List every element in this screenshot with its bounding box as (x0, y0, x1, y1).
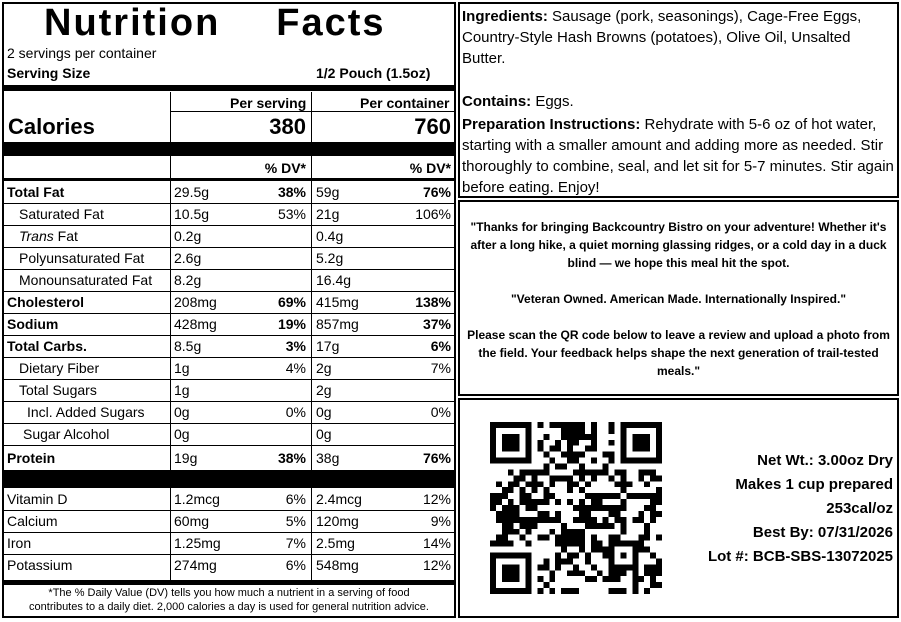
dv-per-serving: 3% (285, 338, 306, 354)
thank-you-message-panel (458, 200, 899, 396)
nutrient-label: Potassium (7, 557, 73, 573)
amount-per-serving: 10.5g (174, 206, 210, 222)
net-weight: Net Wt.: 3.00oz Dry (757, 452, 893, 469)
amount-per-container: 548mg (316, 557, 359, 573)
nutrient-label: Calcium (7, 513, 58, 529)
amount-per-serving: 428mg (174, 316, 217, 332)
nutrient-label: Total Sugars (19, 382, 97, 398)
dv-per-serving: 6% (285, 491, 306, 507)
product-info-panel (458, 398, 899, 618)
calories-per-serving: 380 (269, 114, 306, 139)
table-row (4, 447, 454, 469)
calories-label: Calories (8, 114, 95, 139)
amount-per-container: 2g (316, 360, 332, 376)
serving-size-label: Serving Size (7, 65, 91, 81)
dv-per-serving: 19% (277, 316, 306, 332)
amount-per-serving: 208mg (174, 294, 217, 310)
table-row (4, 269, 454, 291)
dv-header-container: % DV* (409, 160, 451, 176)
nutrient-label: Cholesterol (7, 294, 85, 310)
nutrient-label: Vitamin D (7, 491, 68, 507)
dv-per-container: 12% (422, 557, 451, 573)
amount-per-container: 21g (316, 206, 340, 222)
dv-per-container: 37% (422, 316, 451, 332)
dv-per-container: 9% (430, 513, 451, 529)
thick-divider (4, 142, 454, 156)
calories-per-oz: 253cal/oz (826, 500, 893, 517)
preparation-paragraph: Preparation Instructions: Rehydrate with 5-6 oz of hot water, starting with a smaller amount and adding more as needed. Stir thoroughly to combine, seal, and let sit for 5-7 minutes. Stir again before eating. Enjoy! (462, 116, 894, 196)
dv-per-container: 0% (430, 404, 451, 420)
table-row (4, 313, 454, 335)
thick-divider (4, 580, 454, 585)
amount-per-container: 415mg (316, 294, 359, 310)
amount-per-serving: 1g (174, 360, 190, 376)
table-row (4, 379, 454, 401)
calories-per-container: 760 (414, 114, 451, 139)
daily-value-footnote: *The % Daily Value (DV) tells you how much a nutrient in a serving of food contributes to a daily diet. 2,000 calories a day is used for general nutrition advice. (29, 587, 429, 613)
lot-number: Lot #: BCB-SBS-13072025 (707, 548, 893, 565)
dv-per-serving: 4% (285, 360, 306, 376)
amount-per-container: 16.4g (316, 272, 352, 288)
amount-per-serving: 8.2g (174, 272, 202, 288)
per-serving-header: Per serving (230, 95, 307, 111)
dv-header-serving: % DV* (264, 160, 306, 176)
table-row (4, 423, 454, 445)
dv-per-serving: 53% (277, 206, 306, 222)
table-row (4, 532, 454, 554)
nutrient-label: Trans Fat (19, 228, 78, 244)
nutrient-label: Sugar Alcohol (23, 426, 110, 442)
thank-you-text: "Thanks for bringing Backcountry Bistro on your adventure! Whether it's after a long hike, a quiet morning glassing ridges, or a cold day in a duck blind — we hope this meal hit the spot. (470, 220, 887, 270)
table-row (4, 203, 454, 225)
ingredients-panel (458, 2, 899, 198)
nutrient-label: Sodium (7, 316, 59, 332)
table-row (4, 181, 454, 203)
table-row (4, 488, 454, 510)
table-row (4, 357, 454, 379)
veteran-owned-text: "Veteran Owned. American Made. Internationally Inspired." (510, 292, 847, 306)
table-row (4, 225, 454, 247)
dv-per-serving: 6% (285, 557, 306, 573)
table-row (4, 401, 454, 423)
per-container-header: Per container (360, 95, 450, 111)
amount-per-serving: 2.6g (174, 250, 202, 266)
amount-per-container: 2.4mcg (316, 491, 362, 507)
dv-per-container: 12% (422, 491, 451, 507)
nutrition-facts-panel (2, 2, 456, 618)
amount-per-container: 38g (316, 450, 340, 466)
amount-per-serving: 1.2mcg (174, 491, 220, 507)
amount-per-serving: 0g (174, 404, 190, 420)
amount-per-container: 59g (316, 184, 340, 200)
amount-per-container: 17g (316, 338, 340, 354)
amount-per-serving: 8.5g (174, 338, 202, 354)
nutrient-label: Monounsaturated Fat (19, 272, 153, 288)
amount-per-serving: 60mg (174, 513, 210, 529)
amount-per-serving: 29.5g (174, 184, 210, 200)
dv-per-container: 106% (415, 206, 451, 222)
amount-per-container: 0g (316, 426, 332, 442)
dv-per-serving: 7% (285, 535, 306, 551)
nutrient-label: Polyunsaturated Fat (19, 250, 145, 266)
amount-per-container: 2g (316, 382, 332, 398)
dv-per-serving: 5% (285, 513, 306, 529)
amount-per-container: 2.5mg (316, 535, 355, 551)
dv-per-container: 76% (422, 450, 451, 466)
review-request-text: Please scan the QR code below to leave a review and upload a photo from the field. Your feedback helps shape the next generation of trail-tested meals." (467, 328, 890, 378)
amount-per-container: 0g (316, 404, 332, 420)
nutrient-label: Total Fat (7, 184, 65, 200)
table-row (4, 291, 454, 313)
nutrient-label: Dietary Fiber (19, 360, 100, 376)
amount-per-serving: 0.2g (174, 228, 202, 244)
table-row (4, 554, 454, 576)
thick-divider (4, 470, 454, 488)
amount-per-serving: 19g (174, 450, 198, 466)
ingredients-paragraph: Ingredients: Sausage (pork, seasonings), Cage-Free Eggs, Country-Style Hash Browns (potatoes), Olive Oil, Unsalted Butter. (462, 8, 862, 67)
serving-size-value: 1/2 Pouch (1.5oz) (316, 65, 431, 81)
amount-per-serving: 1.25mg (174, 535, 221, 551)
table-row (4, 510, 454, 532)
amount-per-container: 0.4g (316, 228, 344, 244)
dv-per-serving: 38% (277, 450, 306, 466)
amount-per-serving: 0g (174, 426, 190, 442)
dv-per-container: 138% (415, 294, 451, 310)
nutrition-facts-title: Nutrition Facts (44, 2, 386, 44)
dv-per-container: 7% (430, 360, 451, 376)
makes-prepared: Makes 1 cup prepared (735, 476, 893, 493)
dv-per-container: 6% (430, 338, 451, 354)
dv-per-container: 14% (422, 535, 451, 551)
dv-per-serving: 38% (277, 184, 306, 200)
amount-per-serving: 1g (174, 382, 190, 398)
nutrient-label: Protein (7, 450, 56, 466)
contains-paragraph: Contains: Eggs. (462, 93, 574, 110)
amount-per-container: 120mg (316, 513, 359, 529)
qr-code-icon[interactable] (490, 422, 662, 594)
nutrient-label: Iron (7, 535, 32, 551)
nutrient-label: Saturated Fat (19, 206, 104, 222)
amount-per-container: 857mg (316, 316, 359, 332)
dv-per-serving: 69% (277, 294, 306, 310)
dv-per-serving: 0% (285, 404, 306, 420)
table-row (4, 247, 454, 269)
table-row (4, 335, 454, 357)
nutrient-label: Total Carbs. (7, 338, 87, 354)
nutrient-label: Incl. Added Sugars (27, 404, 145, 420)
amount-per-serving: 274mg (174, 557, 217, 573)
dv-per-container: 76% (422, 184, 451, 200)
thick-divider (4, 85, 454, 91)
servings-per-container: 2 servings per container (7, 45, 157, 61)
amount-per-container: 5.2g (316, 250, 344, 266)
best-by-date: Best By: 07/31/2026 (752, 524, 893, 541)
